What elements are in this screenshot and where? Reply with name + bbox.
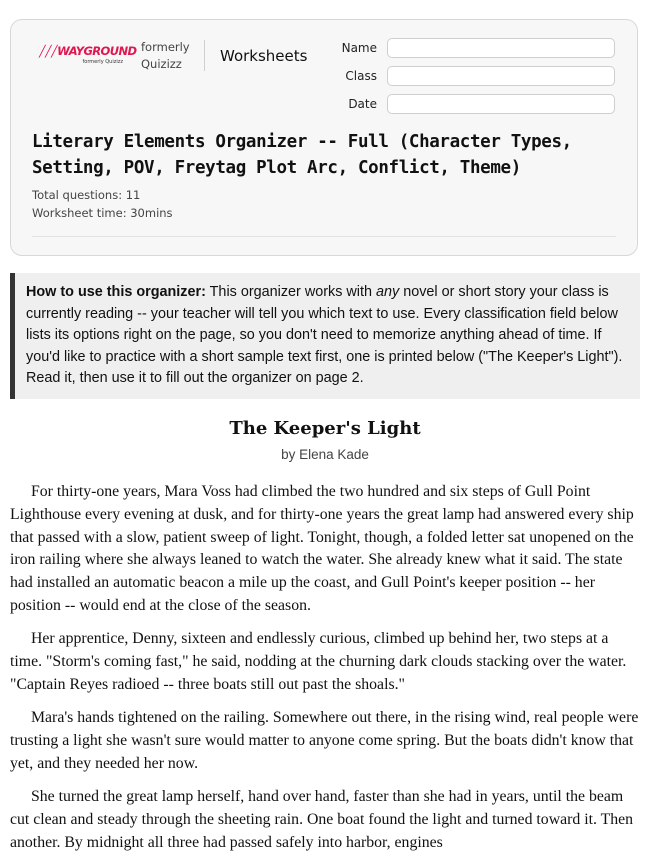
logo-subtext: formerly Quizizz	[82, 59, 123, 65]
story-body	[10, 481, 642, 865]
story-paragraph: Her apprentice, Denny, sixteen and endlessly curious, climbed up behind her, two steps at a time. "Storm's coming fast," he said, nodding at the churning dark clouds stacking over the water. "Captain Reyes radioed -- three boats still out past the shoals."	[10, 630, 627, 693]
wayground-logo	[39, 44, 137, 65]
date-label: Date	[348, 97, 377, 111]
story-title: The Keeper's Light	[229, 418, 421, 439]
story-byline: by Elena Kade	[281, 447, 369, 462]
name-field-row	[311, 38, 618, 60]
story-paragraph: Mara's hands tightened on the railing. Somewhere out there, in the rising wind, real people were trusting a light she wasn't sure would matter to anyone come spring. But the boats didn't know that yet, and they needed her now.	[10, 709, 639, 772]
logo-bars-icon: ╱╱╱	[39, 45, 58, 58]
worksheet-meta	[32, 186, 173, 222]
story-paragraph: For thirty-one years, Mara Voss had climbed the two hundred and six steps of Gull Point Lighthouse every evening at dusk, and for thirty-one years the great lamp had answered every ship that passed with a slow, patient sweep of light. Tonight, though, a folded letter sat unopened on the iron railing where she always leaned to watch the water. She already knew what it said. The state had installed an automatic beacon a mile up the coast, and Gull Point's keeper position -- her position -- would end at the close of the season.	[10, 483, 634, 614]
worksheet-title: Literary Elements Organizer -- Full (Character Types, Setting, POV, Freytag Plot Arc, Conflict, Theme)	[32, 132, 572, 178]
logo-wordmark: WAYGROUND	[57, 44, 137, 58]
story-paragraph: She turned the great lamp herself, hand over hand, faster than she had in years, until the beam cut clean and steady through the sheeting rain. One boat found the light and turned toward it. Then another. By midnight all three had passed safely into harbor, engines	[10, 788, 634, 851]
instructions-lead: How to use this organizer:	[26, 284, 206, 300]
worksheet-time: Worksheet time: 30mins	[32, 206, 173, 220]
instructions-text-part1: This organizer works with	[205, 284, 376, 300]
class-field-row	[311, 66, 618, 88]
date-field-row	[311, 94, 618, 116]
formerly-quizizz-label: formerly Quizizz	[141, 40, 190, 71]
header-divider	[204, 40, 205, 71]
worksheets-label: Worksheets	[220, 47, 308, 65]
total-questions: Total questions: 11	[32, 188, 141, 202]
name-field[interactable]	[387, 38, 615, 58]
name-label: Name	[341, 41, 377, 55]
class-field[interactable]	[387, 66, 615, 86]
card-divider	[32, 236, 616, 237]
instructions-callout	[10, 273, 640, 399]
worksheet-header-card	[10, 19, 638, 256]
class-label: Class	[345, 69, 377, 83]
date-field[interactable]	[387, 94, 615, 114]
instructions-emphasis: any	[376, 284, 400, 300]
instructions-text-part2: novel or short story your class is currently reading -- your teacher will tell you which text to use. Every classification field below lists its options right on the page, so you don't need to memorize anything ahead of time. If you'd like to practice with a short sample text first, one is printed below ("The Keeper's Light"). Read it, then use it to fill out the organizer on page 2.	[26, 284, 623, 387]
